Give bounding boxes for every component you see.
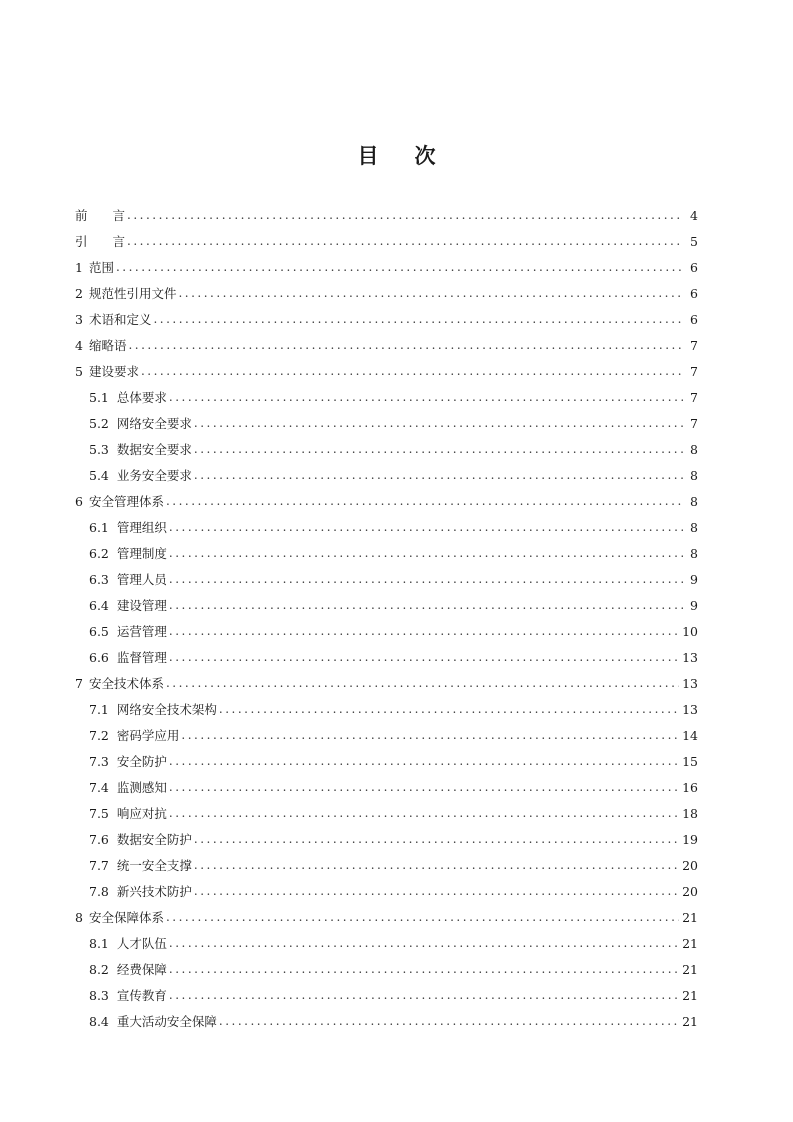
toc-entry-label: 术语和定义 [88,312,152,327]
toc-entry-number: 8.3 [89,987,109,1003]
toc-entry-page-number: 18 [682,805,698,821]
toc-entry-number: 6.1 [89,519,109,535]
dot-leader [166,904,679,930]
toc-entry-label: 经费保障 [116,962,167,977]
toc-entry-label: 数据安全防护 [116,832,192,847]
dot-leader [127,228,683,254]
dot-leader [219,696,679,722]
toc-entry[interactable] [75,254,698,280]
toc-entry[interactable] [75,592,698,618]
toc-entry-number: 8.4 [89,1013,109,1029]
toc-entry-label: 网络安全要求 [116,416,192,431]
toc-entry-number: 6.2 [89,545,109,561]
dot-leader [128,332,683,358]
toc-entry-number: 4 [75,337,83,353]
dot-leader [194,826,679,852]
toc-entry-number: 5.2 [89,415,109,431]
toc-entry[interactable] [75,1008,698,1034]
dot-leader [169,514,683,540]
dot-leader [194,410,683,436]
toc-entry-number: 5.3 [89,441,109,457]
toc-entry-label: 安全保障体系 [88,910,164,925]
toc-entry-page-number: 16 [682,779,698,795]
toc-entry[interactable] [75,332,698,358]
dot-leader [169,592,683,618]
dot-leader [194,878,679,904]
toc-entry-number: 1 [75,259,83,275]
toc-entry-label: 管理人员 [116,572,167,587]
toc-entry-page-number: 7 [690,415,698,431]
toc-entry[interactable] [75,358,698,384]
toc-entry-number: 7.7 [89,857,109,873]
toc-entry-number: 8.1 [89,935,109,951]
dot-leader [194,852,679,878]
toc-entry-label: 数据安全要求 [116,442,192,457]
toc-entry-number: 5 [75,363,83,379]
toc-entry-label: 引 言 [75,234,126,249]
toc-entry[interactable] [75,904,698,930]
title-char-left: 目 [357,144,379,168]
toc-entry-page-number: 13 [682,675,698,691]
dot-leader [169,644,679,670]
toc-entry-label: 响应对抗 [116,806,167,821]
dot-leader [169,956,679,982]
toc-entry-label: 网络安全技术架构 [116,702,217,717]
toc-entry-number: 7.6 [89,831,109,847]
dot-leader [141,358,683,384]
toc-entry-page-number: 21 [682,961,698,977]
dot-leader [153,306,683,332]
toc-entry-label: 业务安全要求 [116,468,192,483]
toc-entry[interactable] [75,618,698,644]
dot-leader [169,800,679,826]
toc-entry[interactable] [75,202,698,228]
toc-entry-page-number: 20 [682,857,698,873]
toc-entry[interactable] [75,878,698,904]
dot-leader [169,384,683,410]
toc-entry-number: 7.8 [89,883,109,899]
toc-entry[interactable] [75,488,698,514]
toc-entry-page-number: 10 [682,623,698,639]
toc-entry-page-number: 6 [690,311,698,327]
dot-leader [219,1008,679,1034]
toc-entry[interactable] [75,774,698,800]
toc-entry-label: 总体要求 [116,390,167,405]
toc-entry-label: 管理组织 [116,520,167,535]
toc-entry-page-number: 5 [690,233,698,249]
toc-entry[interactable] [75,540,698,566]
toc-entry-number: 6 [75,493,83,509]
toc-entry[interactable] [75,852,698,878]
toc-entry-label: 新兴技术防护 [116,884,192,899]
toc-entry-number: 8 [75,909,83,925]
toc-entry[interactable] [75,436,698,462]
toc-entry-label: 统一安全支撑 [116,858,192,873]
toc-entry-number: 7.4 [89,779,109,795]
toc-entry[interactable] [75,696,698,722]
toc-entry-label: 宣传教育 [116,988,167,1003]
toc-entry-page-number: 6 [690,259,698,275]
toc-entry[interactable] [75,410,698,436]
toc-entry-label: 范围 [88,260,114,275]
toc-entry-label: 人才队伍 [116,936,167,951]
toc-entry-number: 7.2 [89,727,109,743]
toc-entry-page-number: 14 [682,727,698,743]
dot-leader [166,488,683,514]
toc-entry-label: 监测感知 [116,780,167,795]
toc-entry-page-number: 15 [682,753,698,769]
toc-entry[interactable] [75,956,698,982]
toc-entry-number: 5.1 [89,389,109,405]
toc-entry-page-number: 13 [682,701,698,717]
toc-entry-page-number: 20 [682,883,698,899]
toc-entry-label: 运营管理 [116,624,167,639]
toc-entry[interactable] [75,722,698,748]
toc-entry-number: 2 [75,285,83,301]
toc-entry-page-number: 21 [682,987,698,1003]
toc-entry-number: 6.5 [89,623,109,639]
toc-entry-page-number: 21 [682,1013,698,1029]
toc-entry[interactable] [75,826,698,852]
dot-leader [194,436,683,462]
dot-leader [169,982,679,1008]
toc-entry-number: 7.1 [89,701,109,717]
toc-entry-number: 7.3 [89,753,109,769]
page-title [0,140,793,170]
toc-entry-label: 密码学应用 [116,728,180,743]
toc-entry-page-number: 8 [690,441,698,457]
toc-entry-label: 安全技术体系 [88,676,164,691]
dot-leader [116,254,683,280]
toc-entry-number: 5.4 [89,467,109,483]
dot-leader [169,748,679,774]
toc-entry-number: 3 [75,311,83,327]
toc-entry-label: 管理制度 [116,546,167,561]
toc-entry-label: 建设要求 [88,364,139,379]
toc-entry-label: 重大活动安全保障 [116,1014,217,1029]
toc-entry-number: 6.3 [89,571,109,587]
toc-entry-label: 监督管理 [116,650,167,665]
toc-entry[interactable] [75,670,698,696]
dot-leader [169,618,679,644]
toc-entry[interactable] [75,228,698,254]
dot-leader [127,202,683,228]
toc-entry[interactable] [75,566,698,592]
dot-leader [178,280,683,306]
toc-entry-label: 缩略语 [88,338,127,353]
dot-leader [166,670,679,696]
toc-entry-page-number: 9 [690,597,698,613]
dot-leader [169,930,679,956]
toc-entry-page-number: 21 [682,935,698,951]
toc-entry[interactable] [75,930,698,956]
dot-leader [169,540,683,566]
toc-entry[interactable] [75,280,698,306]
toc-entry-page-number: 9 [690,571,698,587]
table-of-contents [75,202,698,1034]
toc-entry-page-number: 7 [690,337,698,353]
toc-entry[interactable] [75,800,698,826]
toc-entry-label: 规范性引用文件 [88,286,177,301]
toc-entry-number: 7 [75,675,83,691]
toc-entry-page-number: 8 [690,493,698,509]
toc-entry-page-number: 8 [690,545,698,561]
toc-entry-page-number: 8 [690,519,698,535]
toc-entry-page-number: 8 [690,467,698,483]
toc-entry[interactable] [75,644,698,670]
toc-entry[interactable] [75,462,698,488]
toc-entry-page-number: 21 [682,909,698,925]
dot-leader [194,462,683,488]
dot-leader [169,566,683,592]
toc-entry-page-number: 13 [682,649,698,665]
toc-entry-label: 前 言 [75,208,126,223]
toc-entry-label: 安全防护 [116,754,167,769]
toc-entry[interactable] [75,982,698,1008]
dot-leader [169,774,679,800]
toc-entry[interactable] [75,384,698,410]
toc-entry-number: 6.4 [89,597,109,613]
toc-entry-label: 安全管理体系 [88,494,164,509]
toc-entry-page-number: 4 [690,207,698,223]
toc-entry-number: 8.2 [89,961,109,977]
toc-entry[interactable] [75,306,698,332]
dot-leader [181,722,679,748]
toc-entry[interactable] [75,514,698,540]
toc-entry[interactable] [75,748,698,774]
toc-entry-number: 6.6 [89,649,109,665]
toc-entry-page-number: 19 [682,831,698,847]
toc-entry-label: 建设管理 [116,598,167,613]
title-char-right: 次 [414,144,436,168]
toc-entry-page-number: 7 [690,389,698,405]
toc-entry-page-number: 6 [690,285,698,301]
toc-entry-number: 7.5 [89,805,109,821]
toc-entry-page-number: 7 [690,363,698,379]
